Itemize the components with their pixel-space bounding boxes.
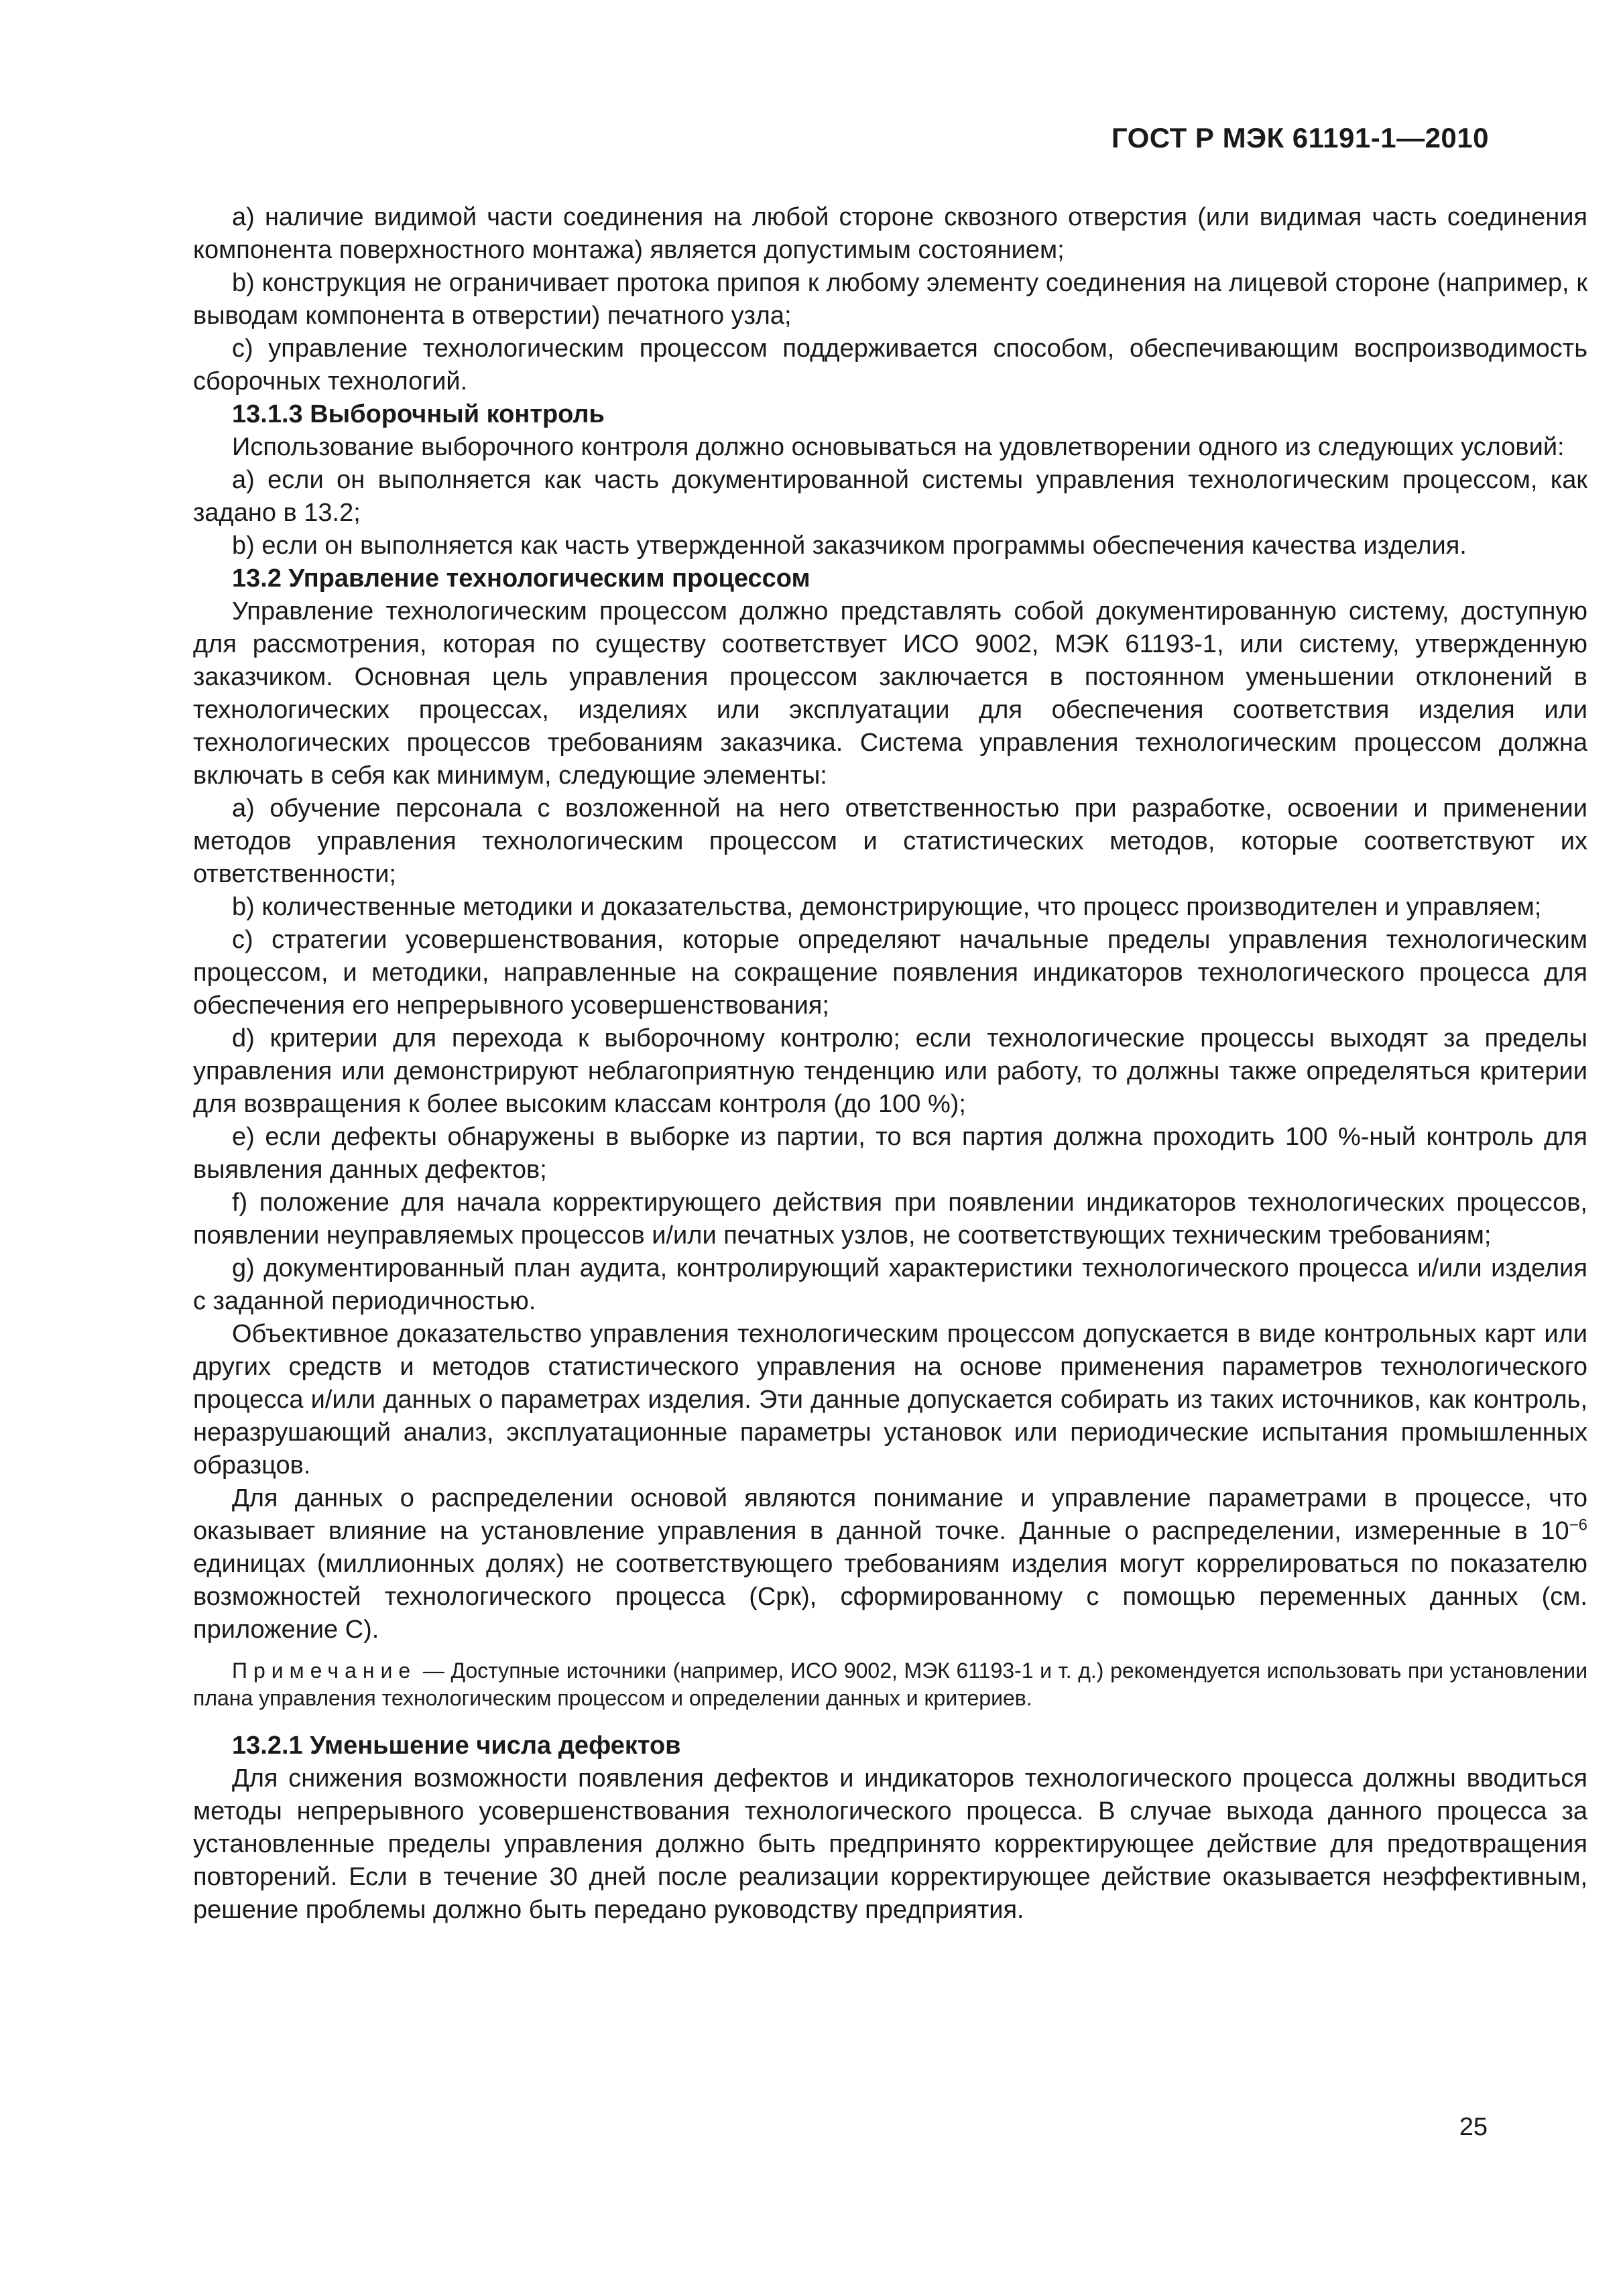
paragraph: а) если он выполняется как часть документированной системы управления технологическим процессом, как задано в 13.2; (193, 466, 1587, 527)
note (193, 1657, 1587, 1712)
paragraph-part: единицах (миллионных долях) не соответствующего требованиям изделия могут коррелироваться по показателю возможностей технологического процесса (Срк), сформированному с помощью переменных данных (см. приложение С). (193, 1550, 1587, 1644)
paragraph: g) документированный план аудита, контролирующий характеристики технологического процесса и/или изделия с заданной периодичностью. (193, 1254, 1587, 1315)
paragraph: b) конструкция не ограничивает протока припоя к любому элементу соединения на лицевой стороне (например, к выводам компонента в отверстии) печатного узла; (193, 269, 1587, 330)
paragraph: b) если он выполняется как часть утвержденной заказчиком программы обеспечения качества изделия. (232, 532, 1467, 560)
note-text: — Доступные источники (например, ИСО 9002, МЭК 61193-1 и т. д.) рекомендуется использовать при установлении плана управления технологическим процессом и определении данных и критериев. (193, 1658, 1587, 1710)
paragraph: с) стратегии усовершенствования, которые определяют начальные пределы управления технологическим процессом, и методики, направленные на сокращение появления индикаторов технологического процесса для обеспечения его непрерывного усовершенствования; (193, 926, 1587, 1020)
exponent: −6 (1569, 1516, 1587, 1534)
page-number: 25 (1459, 2113, 1488, 2141)
note-label: Примечание (232, 1658, 417, 1683)
standard-header: ГОСТ Р МЭК 61191-1—2010 (1111, 122, 1489, 154)
paragraph: Использование выборочного контроля должно основываться на удовлетворении одного из следующих условий: (232, 433, 1565, 461)
paragraph: d) критерии для перехода к выборочному контролю; если технологические процессы выходят за пределы управления или демонстрируют неблагоприятную тенденцию или работу, то должны также определяться критерии для возвращения к более высоким классам контроля (до 100 %); (193, 1024, 1587, 1118)
document-body (193, 201, 1587, 1927)
paragraph: Для снижения возможности появления дефектов и индикаторов технологического процесса должны вводиться методы непрерывного усовершенствования технологического процесса. В случае выхода данного процесса за установленные пределы управления должно быть предпринято корректирующее действие для предотвращения повторений. Если в течение 30 дней после реализации корректирующее действие оказывается неэффективным, решение проблемы должно быть передано руководству предприятия. (193, 1764, 1587, 1924)
section-heading: 13.2.1 Уменьшение числа дефектов (232, 1732, 681, 1760)
paragraph: а) наличие видимой части соединения на любой стороне сквозного отверстия (или видимая часть соединения компонента поверхностного монтажа) является допустимым состоянием; (193, 203, 1587, 264)
paragraph: b) количественные методики и доказательства, демонстрирующие, что процесс производителен и управляем; (232, 893, 1542, 921)
paragraph: с) управление технологическим процессом поддерживается способом, обеспечивающим воспроизводимость сборочных технологий. (193, 335, 1587, 396)
section-heading: 13.2 Управление технологическим процессом (232, 564, 810, 593)
paragraph-part: Для данных о распределении основой являются понимание и управление параметрами в процессе, что оказывает влияние на установление управления в данной точке. Данные о распределении, измеренные в 10 (193, 1484, 1587, 1545)
paragraph: а) обучение персонала с возложенной на него ответственностью при разработке, освоении и применении методов управления технологическим процессом и статистических методов, которые соответствуют их ответственности; (193, 794, 1587, 888)
paragraph: f) положение для начала корректирующего действия при появлении индикаторов технологических процессов, появлении неуправляемых процессов и/или печатных узлов, не соответствующих техническим требованиям; (193, 1189, 1587, 1250)
paragraph: е) если дефекты обнаружены в выборке из партии, то вся партия должна проходить 100 %-ный контроль для выявления данных дефектов; (193, 1123, 1587, 1184)
paragraph-distribution (193, 1482, 1587, 1646)
paragraph: Объективное доказательство управления технологическим процессом допускается в виде контрольных карт или других средств и методов статистического управления на основе применения параметров технологического процесса и/или данных о параметрах изделия. Эти данные допускается собирать из таких источников, как контроль, неразрушающий анализ, эксплуатационные параметры установок или периодические испытания промышленных образцов. (193, 1320, 1587, 1479)
paragraph: Управление технологическим процессом должно представлять собой документированную систему, доступную для рассмотрения, которая по существу соответствует ИСО 9002, МЭК 61193-1, или систему, утвержденную заказчиком. Основная цель управления процессом заключается в постоянном уменьшении отклонений в технологических процессах, изделиях или эксплуатации для обеспечения соответствия изделия или технологических процессов требованиям заказчика. Система управления технологическим процессом должна включать в себя как минимум, следующие элементы: (193, 597, 1587, 790)
section-heading: 13.1.3 Выборочный контроль (232, 400, 605, 428)
